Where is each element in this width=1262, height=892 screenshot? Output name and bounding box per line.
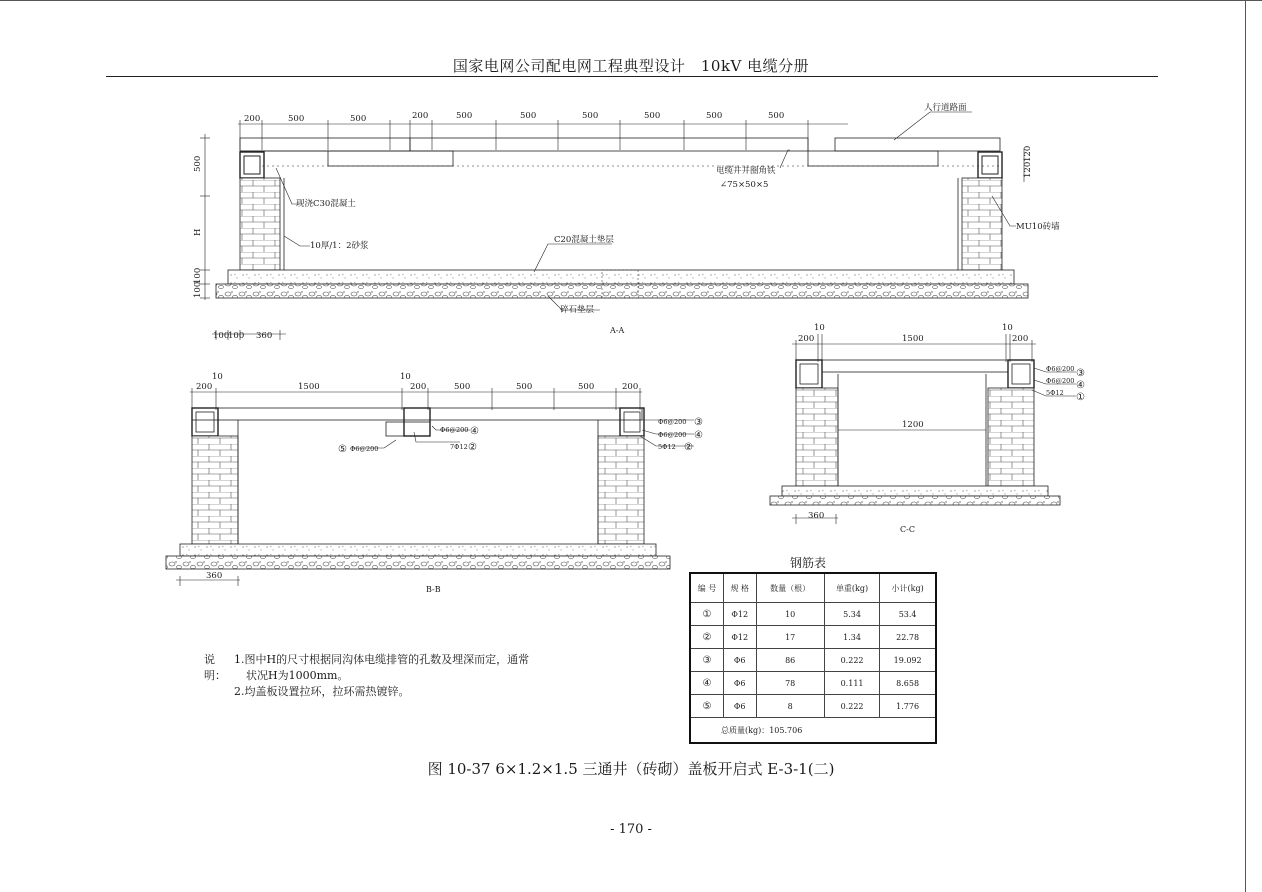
aa-dim-bottom-3: 360 [256, 331, 273, 341]
rebar-header-subtotal: 小计(kg) [880, 573, 936, 603]
note-item-1-cont: 状况H为1000mm。 [246, 669, 349, 682]
cc-dim-2: 1500 [902, 334, 924, 344]
rebar-cell: 10 [756, 603, 824, 626]
rebar-table-header [690, 573, 936, 603]
bb-dim-4: 500 [454, 382, 471, 392]
bb-callout-mid-2: 7Φ12 [450, 443, 468, 451]
rebar-cell: ① [690, 603, 723, 626]
aa-dim-7: 500 [582, 111, 599, 121]
rebar-table [689, 572, 937, 744]
aa-dim-left-100b: 100 [193, 281, 203, 298]
aa-dim-right-1: 120 [1023, 161, 1033, 178]
aa-dim-left-h: H [193, 228, 203, 236]
rebar-cell: 78 [756, 672, 824, 695]
rebar-total: 总质量(kg)：105.706 [690, 718, 936, 744]
bb-dim-5: 500 [516, 382, 533, 392]
bb-dim-6: 500 [578, 382, 595, 392]
table-row [690, 672, 936, 695]
bb-dim-bottom: 360 [206, 571, 223, 581]
bb-callout-r2: Φ6@200 [658, 431, 687, 439]
bb-callout-r1: Φ6@200 [658, 418, 687, 426]
table-row [690, 649, 936, 672]
cc-callout-3-n: ① [1076, 392, 1085, 403]
bb-callout-r1-n: ③ [694, 417, 703, 428]
aa-dim-5: 500 [456, 111, 473, 121]
aa-dim-4: 200 [412, 111, 429, 121]
aa-dim-bottom-2: 100 [228, 331, 245, 341]
aa-label-angle-spec: ∠75×50×5 [720, 180, 769, 190]
rebar-cell: 0.222 [824, 695, 879, 718]
aa-dim-left-500: 500 [193, 155, 203, 172]
page-header-title: 国家电网公司配电网工程典型设计 10kV 电缆分册 [452, 57, 810, 75]
rebar-cell: Φ6 [723, 695, 756, 718]
bb-dim-3: 200 [410, 382, 427, 392]
bb-dim-10b: 10 [400, 372, 411, 382]
rebar-header-no: 编 号 [690, 573, 723, 603]
rebar-cell: Φ6 [723, 672, 756, 695]
aa-label-mortar: 10厚/1：2砂浆 [310, 241, 369, 251]
aa-label-brick: MU10砖墙 [1016, 222, 1060, 232]
bb-callout-r2-n: ④ [694, 430, 703, 441]
rebar-header-unit-weight: 单重(kg) [824, 573, 879, 603]
bb-callout-mid-2-n: ② [468, 442, 477, 453]
bb-callout-mid-1: Φ6@200 [440, 426, 469, 434]
aa-dim-1: 200 [244, 114, 261, 124]
aa-label-cast: 现浇C30混凝土 [296, 199, 356, 209]
rebar-cell: ④ [690, 672, 723, 695]
aa-dim-9: 500 [706, 111, 723, 121]
figure-caption: 图 10-37 6×1.2×1.5 三通井（砖砌）盖板开启式 E-3-1(二) [427, 760, 835, 778]
rebar-cell: 0.111 [824, 672, 879, 695]
rebar-cell: ⑤ [690, 695, 723, 718]
bb-dim-2: 1500 [298, 382, 320, 392]
note-item-2: 2.均盖板设置拉环，拉环需热镀锌。 [234, 685, 410, 698]
rebar-table-title: 钢筋表 [790, 556, 827, 570]
rebar-cell: 1.34 [824, 626, 879, 649]
aa-dim-bottom-1: 100 [213, 331, 230, 341]
cc-callout-3: 5Φ12 [1046, 389, 1064, 397]
bb-callout-mid-1-n: ④ [470, 426, 479, 437]
rebar-cell: 1.776 [880, 695, 936, 718]
note-item-1: 1.图中H的尺寸根据同沟体电缆排管的孔数及埋深而定，通常 [234, 653, 530, 666]
cc-callout-1-n: ③ [1076, 368, 1085, 379]
cc-dim-3: 200 [1012, 334, 1029, 344]
section-aa [200, 112, 1028, 340]
aa-label-angle: 电缆井井圈角铁 [716, 166, 776, 176]
rebar-cell: 17 [756, 626, 824, 649]
aa-label-gravel: 碎石垫层 [560, 305, 595, 315]
rebar-cell: 5.34 [824, 603, 879, 626]
cc-dim-10b: 10 [1002, 323, 1013, 333]
rebar-cell: Φ12 [723, 603, 756, 626]
cc-section-name: C-C [900, 525, 915, 534]
rebar-cell: 53.4 [880, 603, 936, 626]
rebar-cell: 8 [756, 695, 824, 718]
bb-callout-r3: 5Φ12 [658, 443, 676, 451]
rebar-cell: 86 [756, 649, 824, 672]
notes-label: 说明： [204, 653, 226, 682]
cc-dim-1: 200 [798, 334, 815, 344]
bb-callout-r3-n: ② [684, 442, 693, 453]
aa-dim-3: 500 [350, 114, 367, 124]
table-row [690, 603, 936, 626]
aa-dim-left-100a: 100 [193, 267, 203, 284]
table-row [690, 626, 936, 649]
rebar-cell: 8.658 [880, 672, 936, 695]
aa-dim-2: 500 [288, 114, 305, 124]
bb-section-name: B-B [426, 585, 441, 594]
aa-dim-right-2: 120 [1023, 145, 1033, 162]
rebar-cell: Φ6 [723, 649, 756, 672]
rebar-cell: 19.092 [880, 649, 936, 672]
cc-dim-10a: 10 [814, 323, 825, 333]
aa-label-road: 人行道路面 [924, 103, 967, 113]
section-bb [166, 388, 694, 586]
rebar-header-spec: 规 格 [723, 573, 756, 603]
rebar-header-qty: 数量（根） [756, 573, 824, 603]
rebar-cell: ③ [690, 649, 723, 672]
bb-callout-left: Φ6@200 [350, 445, 379, 453]
aa-section-name: A-A [610, 326, 625, 335]
rebar-total-row [690, 718, 936, 744]
rebar-cell: 0.222 [824, 649, 879, 672]
aa-dim-6: 500 [520, 111, 537, 121]
aa-dim-8: 500 [644, 111, 661, 121]
cc-callout-2-n: ④ [1076, 380, 1085, 391]
cc-dim-inner: 1200 [902, 420, 924, 430]
rebar-cell: ② [690, 626, 723, 649]
rebar-cell: Φ12 [723, 626, 756, 649]
rebar-cell: 22.78 [880, 626, 936, 649]
bb-dim-1: 200 [196, 382, 213, 392]
bb-callout-left-n: ⑤ [338, 444, 347, 455]
aa-dim-10: 500 [768, 111, 785, 121]
page-number: - 170 - [610, 822, 652, 837]
bb-dim-10a: 10 [212, 372, 223, 382]
table-row [690, 695, 936, 718]
cc-callout-2: Φ6@200 [1046, 377, 1075, 385]
cc-dim-bottom: 360 [808, 511, 825, 521]
bb-dim-7: 200 [622, 382, 639, 392]
aa-label-c20: C20混凝土垫层 [554, 235, 614, 245]
cc-callout-1: Φ6@200 [1046, 365, 1075, 373]
